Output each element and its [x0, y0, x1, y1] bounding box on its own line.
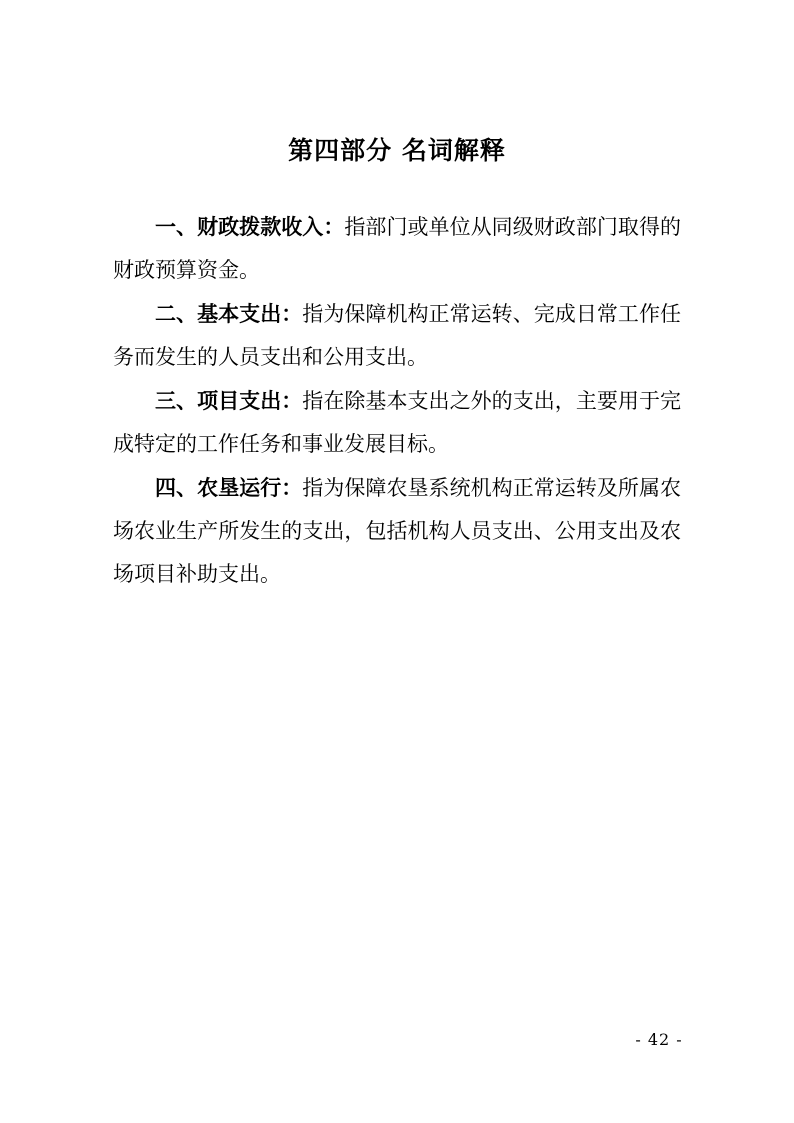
page-title: 第四部分 名词解释	[288, 136, 506, 165]
paragraph-lead: 一、财政拨款收入：	[155, 214, 345, 239]
document-body	[113, 205, 681, 596]
paragraph	[113, 205, 681, 292]
paragraph-text: 指部门或单位从同级财政部门取得的财政预算资金。	[113, 215, 681, 282]
page-number-value: - 42 -	[635, 1030, 683, 1049]
paragraph	[113, 466, 681, 596]
paragraph-lead: 三、项目支出：	[155, 388, 303, 413]
paragraph-lead: 四、农垦运行：	[155, 475, 303, 500]
paragraph-text: 指为保障机构正常运转、完成日常工作任务而发生的人员支出和公用支出。	[113, 302, 682, 369]
paragraph	[113, 379, 681, 466]
paragraph-text: 指在除基本支出之外的支出，主要用于完成特定的工作任务和事业发展目标。	[113, 389, 682, 456]
paragraph-text: 指为保障农垦系统机构正常运转及所属农场农业生产所发生的支出，包括机构人员支出、公用支出及农场项目补助支出。	[113, 476, 682, 586]
paragraph-lead: 二、基本支出：	[155, 301, 303, 326]
page-number	[0, 1030, 794, 1049]
paragraph	[113, 292, 681, 379]
